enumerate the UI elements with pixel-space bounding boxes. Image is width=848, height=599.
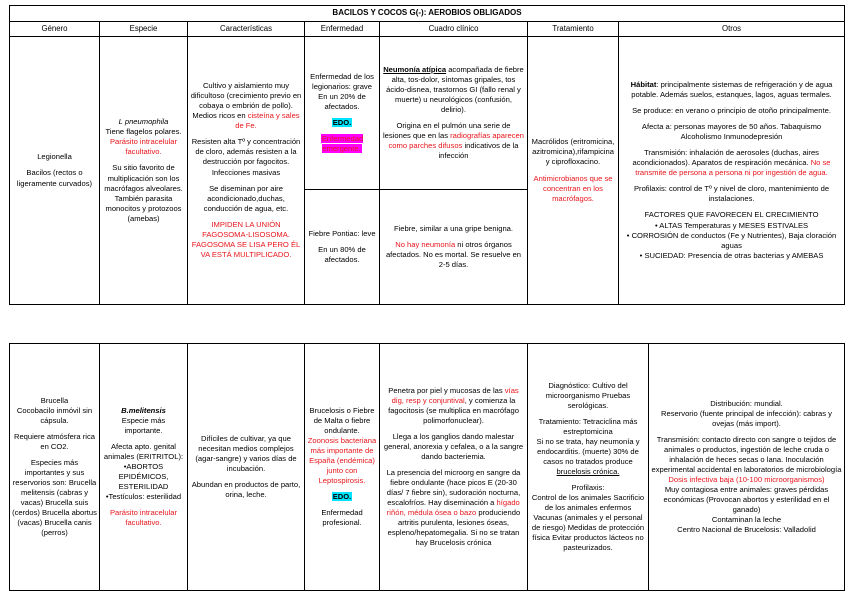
table-title: BACILOS Y COCOS G(-): AEROBIOS OBLIGADOS <box>10 6 845 22</box>
cell-tratamiento <box>528 37 619 305</box>
cell-brucella-especie <box>100 344 188 591</box>
brucella-centro: Centro Nacional de Brucelosis: Valladolid <box>677 525 816 535</box>
melitensis-name: B.melitensis <box>121 405 166 415</box>
factor-corrosion: • CORROSIÓN de conductos (Fe y Nutrientes), Baja cloración aguas <box>626 231 837 251</box>
melitensis-testiculos: •Testículos: esterilidad <box>105 492 182 502</box>
brucella-profilaxis: Control de los animales Sacrificio de los animales enfermos Vacunas (animales y el personal de riesgo) Medidas de protección física Evitar productos lácteos no pasteurizados. <box>531 493 645 553</box>
melitensis-parasito: Parásito intracelular facultativo. <box>109 508 178 528</box>
otros-profilaxis: Profilaxis: control de Tº y nivel de cloro, mantenimiento de instalaciones. <box>633 184 830 204</box>
brucella-leche: Contaminan la leche <box>711 515 782 525</box>
especie-name: L pneumophila <box>118 117 169 127</box>
habitat-label: Hábitat <box>630 79 657 89</box>
brucelosis-name: Brucelosis o Fiebre de Malta o fiebre ondulante. <box>309 405 375 435</box>
factores-title: FACTORES QUE FAVORECEN EL CRECIMIENTO <box>644 210 819 220</box>
melitensis-genital: Afecta apto. genital animales (ERITRITOL): <box>103 441 184 461</box>
trat-macrolidos: Macrólidos (eritromicina, azitromicina),rifampicina y ciprofloxacino. <box>531 137 615 167</box>
habitat-text: : principalmente sistemas de refrigeración y de agua potable. Además suelos, estanques, lagos, aguas termales. <box>631 79 833 99</box>
header-especie: Especie <box>100 22 188 37</box>
header-otros: Otros <box>619 22 845 37</box>
brucelosis-zoonosis: Zoonosis bacteriana más importante de España (endémica) junto con Leptospirosis. <box>307 435 377 486</box>
especie-sitio: Su sitio favorito de multiplicación son los macrófagos alveolares. También parasita monocitos y protozoos (amebas) <box>104 163 183 223</box>
cell-cuadro-pontiac <box>380 190 528 305</box>
otros-no-transmite: No se transmite de persona a persona ni por ingestión de agua. <box>635 157 831 177</box>
enf-pontiac-pct: En un 80% de afectados. <box>318 244 366 264</box>
cc2-fiebre: Fiebre, similar a una gripe benigna. <box>393 223 514 233</box>
genero-name: Legionella <box>37 152 72 162</box>
cc-ganglios: Llega a los ganglios dando malestar general, anorexia y cefalea, o a la sangre dando bacteriemia. <box>383 431 524 461</box>
header-tratamiento: Tratamiento <box>528 22 619 37</box>
brucella-abundan: Abundan en productos de parto, orina, leche. <box>191 480 301 500</box>
brucella-no-trata: Si no se trata, hay neumonía y endocarditis. (muerte) 30% de casos no tratados produce <box>536 436 640 466</box>
brucella-contagiosa: Muy contagiosa entre animales: graves pérdidas económicas (Provocan abortos y esterilidad en el ganado) <box>663 485 830 515</box>
car-resisten: Resisten alta Tº y concentración de cloro, además resisten a la destrucción por fagocitos. Infecciones masivas <box>191 137 301 177</box>
otros-afecta: Afecta a: personas mayores de 50 años. Tabaquismo Alcoholismo Inmunodepresión <box>641 121 822 141</box>
cell-brucella-tratamiento <box>528 344 649 591</box>
cc-presencia: La presencia del microorg en sangre da fiebre ondulante (hace picos E (20-30 días/ 7 fiebre sin), sudoración nocturna, escalofríos. Hay diseminación a <box>386 467 521 508</box>
cell-brucella-otros <box>649 344 845 591</box>
header-caracteristicas: Características <box>188 22 305 37</box>
cell-brucella-cuadro <box>380 344 528 591</box>
enf-pontiac: Fiebre Pontiac: leve <box>308 228 376 238</box>
cc2-no-neumonia: No hay neumonía <box>395 239 456 249</box>
brucella-profilaxis-label: Profilaxis: <box>571 483 605 493</box>
cell-brucella-caracteristicas <box>188 344 305 591</box>
edo-badge: EDO. <box>332 118 352 127</box>
cell-caracteristicas <box>188 37 305 305</box>
car-fagosoma: IMPIDEN LA UNIÓN FAGOSOMA-LISOSOMA. FAGOSOMA SE LISA PERO ÉL VA ESTÁ MULTIPLICADO. <box>191 219 301 259</box>
cc1-sintomas: acompañada de fiebre alta, tos-dolor, síntomas gripales, tos ácido-disnea, trastornos GI (fallo renal y muerte) u neurológicos (confusión, delirio). <box>386 64 524 114</box>
cc-vias: vías dig, resp y conjuntival <box>391 385 519 405</box>
emergente-badge: Enfermedad emergente. <box>321 134 364 154</box>
cc1-lesiones: Origina en el pulmón una serie de lesiones que en las <box>382 121 511 141</box>
brucella-transmision: Transmisión: contacto directo con sangre o tejidos de animales o productos, ingestión de leche cruda o inhalación de heces secas o lana. Inoculación experimental accidental en laboratorios de microbiología <box>651 434 842 474</box>
cc-artritis: produciendo artritis purulenta, lesiones óseas, espleno/hepatomegalia. Si no se tratan hay Brucelosis crónica <box>387 508 521 548</box>
cell-enfermedad-pontiac <box>305 190 380 305</box>
trat-antimicrobianos: Antimicrobianos que se concentran en los macrófagos. <box>533 173 613 203</box>
cell-especie <box>100 37 188 305</box>
genero-desc: Bacilos (rectos o ligeramente curvados) <box>16 168 93 188</box>
otros-produce: Se produce: en verano o principio de otoño principalmente. <box>632 105 831 115</box>
cc1-radiografias: radiografías aparecen como parches difusos <box>388 131 525 151</box>
cell-brucella-genero <box>10 344 100 591</box>
brucella-cultivo: Difíciles de cultivar, ya que necesitan medios complejos (agar-sangre) y varios días de incubación. <box>195 433 297 473</box>
brucelosis-profesional: Enfermedad profesional. <box>321 508 363 528</box>
cell-enfermedad-legionarios <box>305 37 380 190</box>
cell-cuadro-legionarios <box>380 37 528 190</box>
cc1-indicativos: indicativos de la infección <box>438 141 519 161</box>
car-medios: cisteína y sales de Fe. <box>235 111 300 131</box>
cc-fagocitosis: , y comienza la fagocitosis (se multiplica en macrófago polimorfonuclear). <box>388 395 519 425</box>
cc2-resuelve: ni otros órganos afectados. No es mortal. Se resuelve en 2-5 días. <box>385 239 522 270</box>
melitensis-abortos: •ABORTOS EPIDÉMICOS, ESTERILIDAD <box>118 461 169 492</box>
brucella-distribucion: Distribución: mundial. <box>710 398 783 408</box>
enf-legionarios: Enfermedad de los legionarios: grave En un 20% de afectados. <box>310 71 374 111</box>
brucella-diagnostico: Diagnóstico: Cultivo del microorganismo Pruebas serológicas. <box>545 380 631 410</box>
brucella-co2: Requiere atmósfera rica en CO2. <box>13 431 96 451</box>
brucella-reservorio: Reservorio (fuente principal de infección): cabras y ovejas (más import). <box>661 408 832 428</box>
brucella-edo-badge: EDO. <box>332 492 352 502</box>
brucella-cronica: brucelosis crónica. <box>556 467 620 476</box>
cell-otros <box>619 37 845 305</box>
brucella-dosis: Dosis infectiva baja (10-100 microorganismos) <box>668 475 825 484</box>
brucella-tratamiento: Tratamiento: Tetraciclina más estreptomicina <box>538 416 638 436</box>
header-genero: Género <box>10 22 100 37</box>
car-cultivo: Cultivo y aislamiento muy dificultoso (crecimiento previo en cobaya o embrión de pollo). Medios ricos en <box>190 81 302 121</box>
especie-parasito: Parásito intracelular facultativo. <box>109 137 178 157</box>
legionella-table <box>9 5 845 305</box>
header-cuadro-clinico: Cuadro clínico <box>380 22 528 37</box>
car-diseminan: Se diseminan por aire acondicionado,duchas, conducción de agua, etc. <box>203 183 289 213</box>
cc-organos: hígado riñón, médula ósea o bazo <box>386 498 520 518</box>
brucella-name: Brucella <box>40 395 69 405</box>
cell-genero <box>10 37 100 305</box>
neumonia-atipica: Neumonía atípica <box>383 64 447 74</box>
melitensis-importante: Especie más importante. <box>121 415 166 435</box>
especie-flagelos: Tiene flagelos polares. <box>105 127 182 137</box>
factor-suciedad: • SUCIEDAD: Presencia de otras bacterias y AMEBAS <box>639 251 824 261</box>
cc-penetra: Penetra por piel y mucosas de las <box>388 385 503 395</box>
brucella-table <box>9 343 845 591</box>
brucella-cocobacilo: Cocobacilo inmóvil sin cápsula. <box>16 405 93 425</box>
factor-temperatura: • ALTAS Temperaturas y MESES ESTIVALES <box>654 221 809 231</box>
cell-brucella-enfermedad <box>305 344 380 591</box>
brucella-especies: Especies más importantes y sus reservorios son: Brucella melitensis (cabras y vacas) Brucella suis (cerdos) Brucella abortus (vacas) Brucella canis (perros) <box>12 457 97 538</box>
header-enfermedad: Enfermedad <box>305 22 380 37</box>
otros-transmision: Transmisión: inhalación de aerosoles (duchas, aires acondicionados). Aparatos de respiración mecánica. <box>632 147 819 167</box>
